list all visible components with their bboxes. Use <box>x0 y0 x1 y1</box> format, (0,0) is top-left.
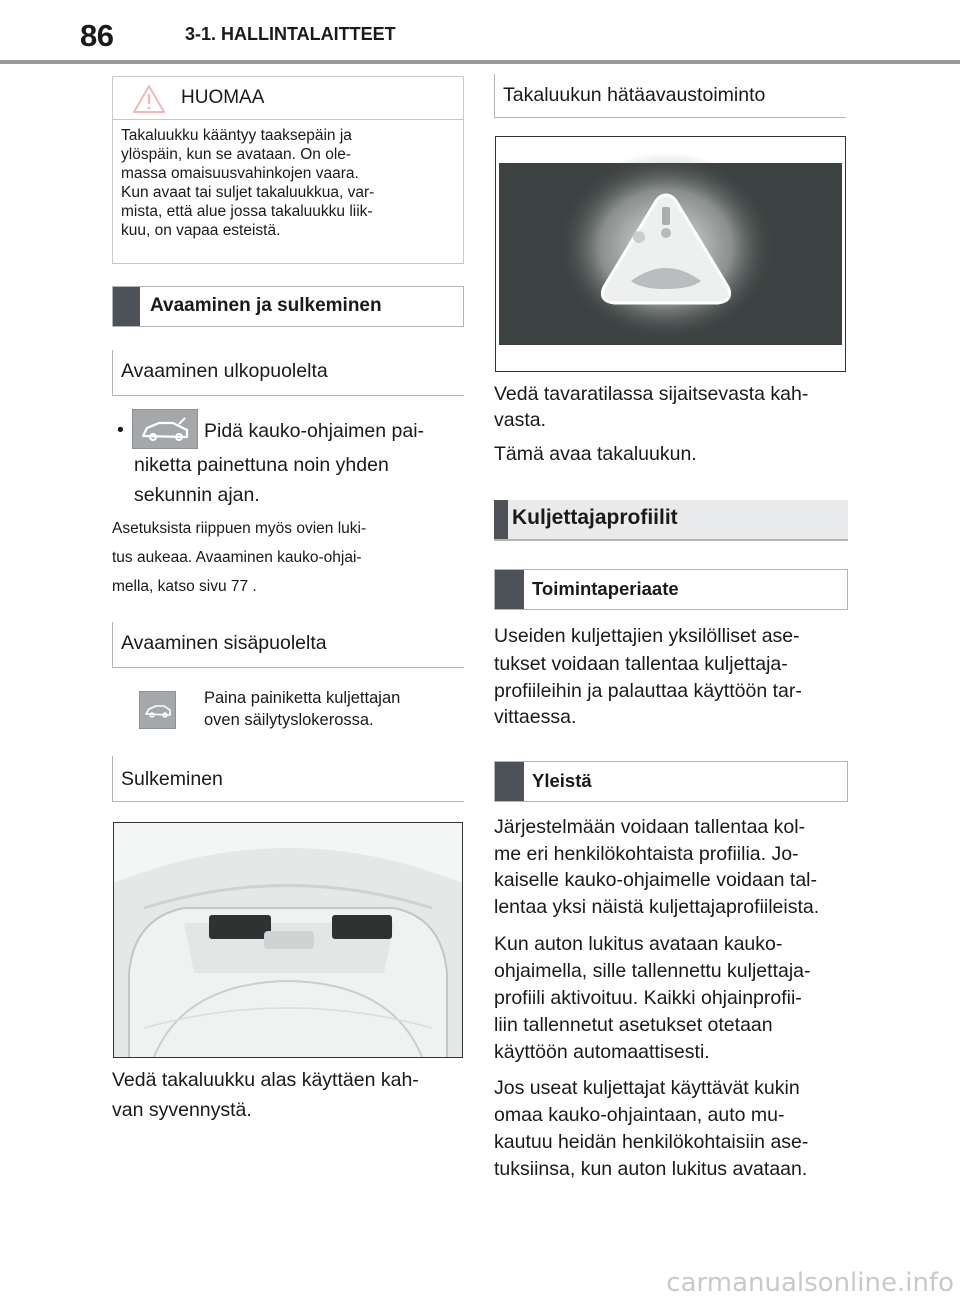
chapter-title: 3-1. HALLINTALAITTEET <box>185 24 396 44</box>
warning-triangle-icon <box>131 83 167 115</box>
general-line: Järjestelmään voidaan tallentaa kol- <box>494 816 806 838</box>
tailgate-interior-button <box>139 691 176 729</box>
page-number: 86 <box>80 18 114 53</box>
notice-header <box>113 77 463 120</box>
principle-line: Useiden kuljettajien yksilölliset ase- <box>494 625 800 647</box>
subsection-title: Avaaminen sisäpuolelta <box>121 632 327 654</box>
notice-text <box>113 120 463 240</box>
general-line: ohjaimella, sille tallennettu kuljettaja- <box>494 960 811 982</box>
subsection-closing <box>112 756 464 802</box>
section-header-bar <box>495 762 524 801</box>
general-line: kaiselle kauko-ohjaimelle voidaan tal- <box>494 869 818 891</box>
section-title: Yleistä <box>532 770 592 791</box>
section-title: Kuljettajaprofiilit <box>512 506 678 529</box>
general-line: lentaa yksi näistä kuljettajaprofiileista. <box>494 896 820 918</box>
general-line: omaa kauko-ohjaintaan, auto mu- <box>494 1104 785 1126</box>
notice-box <box>112 76 464 264</box>
notice-line: kuu, on vapaa esteistä. <box>121 222 281 239</box>
notice-line: Takaluukku kääntyy taaksepäin ja <box>121 127 352 144</box>
subsection-title: Sulkeminen <box>121 768 223 790</box>
notice-title: HUOMAA <box>181 87 265 108</box>
section-header-opening-closing <box>112 286 464 327</box>
general-line: liin tallennetut asetukset otetaan <box>494 1014 773 1036</box>
note-line: tus aukeaa. Avaaminen kauko-ohjai- <box>112 549 362 566</box>
emergency-result: Tämä avaa takaluukun. <box>494 443 697 465</box>
section-header-operating-principle <box>494 569 848 610</box>
tailgate-recess-photo <box>113 822 463 1058</box>
step-line: sekunnin ajan. <box>134 484 260 506</box>
principle-line: tukset voidaan tallentaa kuljettaja- <box>494 653 788 675</box>
bullet: • <box>117 419 124 441</box>
note-line: Asetuksista riippuen myös ovien luki- <box>112 520 367 537</box>
principle-line: vittaessa. <box>494 706 577 728</box>
step-line: niketta painettuna noin yhden <box>134 454 389 476</box>
closing-text-line: van syvennystä. <box>112 1099 252 1121</box>
general-line: tuksiinsa, kun auton lukitus avataan. <box>494 1158 808 1180</box>
emergency-handle-photo <box>495 136 846 372</box>
tailgate-button-icon <box>140 692 175 728</box>
emergency-handle-illustration <box>496 137 845 371</box>
general-line: Jos useat kuljettajat käyttävät kukin <box>494 1077 800 1099</box>
section-header-driver-profiles <box>494 500 848 541</box>
general-line: me eri henkilökohtaista profiilia. Jo- <box>494 843 799 865</box>
subsection-opening-outside <box>112 350 464 396</box>
subsection-title: Avaaminen ulkopuolelta <box>121 360 328 382</box>
general-line: käyttöön automaattisesti. <box>494 1041 710 1063</box>
section-header-bar <box>495 570 524 609</box>
notice-line: mista, että alue jossa takaluukku liik- <box>121 203 373 220</box>
tailgate-key-button <box>132 409 198 449</box>
section-title: Avaaminen ja sulkeminen <box>150 295 382 316</box>
notice-line: Kun avaat tai suljet takaluukkua, var- <box>121 184 375 201</box>
subsection-opening-inside <box>112 622 464 668</box>
tailgate-key-icon <box>133 410 197 448</box>
section-header-general <box>494 761 848 802</box>
section-title: Toimintaperiaate <box>532 578 679 599</box>
general-line: kautuu heidän henkilökohtaisiin ase- <box>494 1131 809 1153</box>
tailgate-illustration <box>114 823 462 1057</box>
section-header-bar <box>494 500 508 539</box>
instruction-line: Paina painiketta kuljettajan <box>204 689 401 707</box>
emergency-text-line: Vedä tavaratilassa sijaitsevasta kah- <box>494 383 809 405</box>
emergency-text-line: vasta. <box>494 409 547 431</box>
notice-line: massa omaisuusvahinkojen vaara. <box>121 165 359 182</box>
section-header-bar <box>113 287 140 326</box>
note-line: mella, katso sivu 77 . <box>112 578 257 595</box>
instruction-line: oven säilytyslokerossa. <box>204 711 374 729</box>
general-line: profiili aktivoituu. Kaikki ohjainprofii- <box>494 987 802 1009</box>
closing-text-line: Vedä takaluukku alas käyttäen kah- <box>112 1069 419 1091</box>
principle-line: profiileihin ja palauttaa käyttöön tar- <box>494 680 802 702</box>
step-line: Pidä kauko-ohjaimen pai- <box>204 420 425 442</box>
subsection-title: Takaluukun hätäavaustoiminto <box>503 84 766 106</box>
general-line: Kun auton lukitus avataan kauko- <box>494 933 783 955</box>
notice-line: ylöspäin, kun se avataan. On ole- <box>121 146 352 163</box>
subsection-emergency-opening <box>494 74 846 118</box>
header-rule <box>0 60 960 64</box>
watermark: carmanualsonline.info <box>666 1268 954 1298</box>
